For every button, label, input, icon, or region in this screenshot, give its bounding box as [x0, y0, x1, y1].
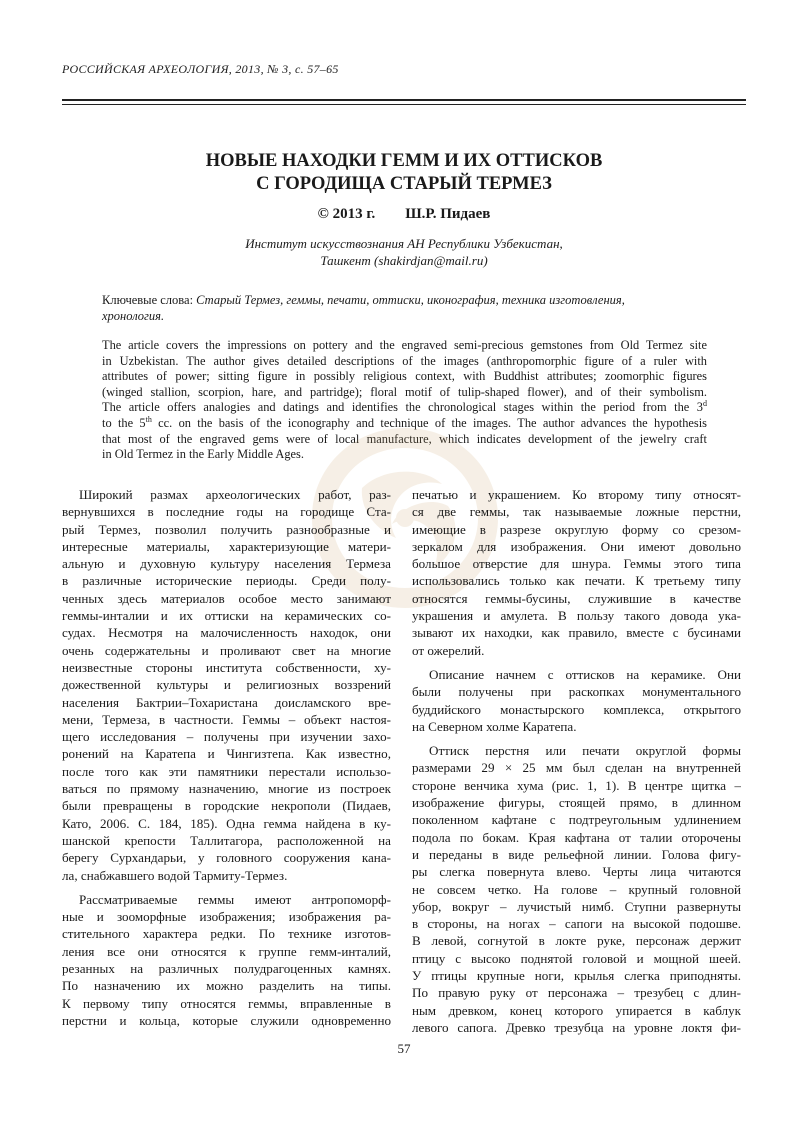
paragraph-gap: [412, 659, 741, 666]
body-text-line: мени, Термеза, в частности. Геммы – объект настоя-: [62, 711, 391, 727]
body-text-line: ронений на Каратепа и Чингизтепа. Как известно,: [62, 746, 391, 762]
body-text-line: судах. Несмотря на малочисленность находок, они: [62, 625, 391, 641]
body-text-line: ные и зооморфные изображения; изображения ра-: [62, 909, 391, 925]
body-text-line: В левой, согнутой в локте руке, персонаж держит: [412, 933, 741, 949]
keywords-line-1: Старый Термез, геммы, печати, оттиски, иконография, техника изготовления,: [196, 293, 625, 307]
body-text-line: перстни и кольца, которые служили одновременно: [62, 1012, 391, 1028]
body-text-line: левого сапога. Древко трезубца на уровне локтя фи-: [412, 1019, 741, 1035]
body-text-line: ченных здесь материалов особое место занимают: [62, 590, 391, 606]
body-text-line: не совсем четко. На голове – крупный головной: [412, 881, 741, 897]
body-text-line: стороне венчика хума (рис. 1, 1). В центре щитка –: [412, 777, 741, 793]
abstract-line: (winged stallion, scorpion, hare, and partridge); floral motif of tulip-shaped flower), and of their symbolism.: [102, 384, 707, 399]
body-text-line: зеркалом для изображения. Они имеют довольно: [412, 538, 741, 554]
affiliation-line-1: Институт искусствознания АН Республики Узбекистан,: [245, 236, 563, 251]
body-text-line: большое отверстие для шнура. Геммы этого типа: [412, 556, 741, 572]
journal-header: РОССИЙСКАЯ АРХЕОЛОГИЯ, 2013, № 3, с. 57–65: [62, 62, 339, 76]
abstract-line: in Old Termez in the Early Middle Ages.: [102, 447, 304, 462]
abstract-line-text: cc. on the basis of the iconography and technique of the images. The author advances the hypothesis: [151, 415, 707, 430]
body-text-line: Оттиск перстня или печати округлой формы: [429, 743, 741, 759]
body-text-line: птицу с высоко поднятой головой и мощной шеей.: [412, 950, 741, 966]
body-text-line: убор, вокруг – лучистый нимб. Ступни развернуты: [412, 898, 741, 914]
body-text-line: ся две геммы, так называемые ложные перстни,: [412, 504, 741, 520]
abstract-line: [102, 400, 707, 416]
body-column-left: [62, 486, 391, 1029]
keywords-line-2: хронология.: [102, 309, 165, 323]
body-text-line: Рассматриваемые геммы имеют антропоморф-: [79, 891, 391, 907]
author-name: Ш.Р. Пидаев: [405, 206, 491, 222]
body-text-line: были превращены в городские некрополи (Пидаев,: [62, 798, 391, 814]
body-text-line: неизвестные стороны института собственности, ху-: [62, 659, 391, 675]
abstract-line: The article covers the impressions on pottery and the engraved semi-precious gemstones from Old Termez site: [102, 338, 707, 352]
body-text-line: зывают их находки, как правило, вместе с бусинами: [412, 625, 741, 641]
body-text-line: украшения и амулета. В пользу такого довода ука-: [412, 608, 741, 624]
body-text-line: рый Термез, позволил получить разнообразные и: [62, 521, 391, 537]
copyright-year: © 2013 г.: [317, 206, 376, 222]
body-text-line: интересные материалы, характеризующие матери-: [62, 538, 391, 554]
body-text-line: и переданы в виде рельефной линии. Голова фигу-: [412, 846, 741, 862]
ordinal-suffix: th: [145, 414, 152, 424]
body-text-line: населения Бактрии–Тохаристана доисламского вре-: [62, 694, 391, 710]
body-text-line: дожественной культуры и религиозных воззрений: [62, 677, 391, 693]
body-text-line: Като, 2006. С. 184, 185). Одна гемма найдена в ку-: [62, 815, 391, 831]
body-text-line: использовались только как печати. К третьему типу: [412, 573, 741, 589]
body-text-line: щего исследования – получены при изучении захо-: [62, 729, 391, 745]
body-text-line: в различные исторические периоды. Среди полу-: [62, 573, 391, 589]
body-text-line: ным древком, конец которого упирается в каблук: [412, 1002, 741, 1018]
body-text-line: К первому типу относятся геммы, вправленные в: [62, 995, 391, 1011]
body-text-line: стительного характера редки. По технике изготов-: [62, 926, 391, 942]
body-text-line: По правую руку от персонажа – трезубец с длин-: [412, 985, 741, 1001]
paragraph-gap: [62, 884, 391, 891]
body-text-line: печатью и украшением. Ко второму типу относят-: [412, 487, 741, 502]
byline: [62, 206, 746, 223]
body-text-line: после того как эти памятники перестали использо-: [62, 763, 391, 779]
body-text-line: По назначению их можно разделить на типы.: [62, 978, 391, 994]
body-text-line: геммы-инталии и их оттиски на керамических со-: [62, 608, 391, 624]
abstract-line: attributes of power; sitting figure in possibly religious context, with Buddhist attributes; zoomorphic figures: [102, 369, 707, 384]
body-text-line: изображение фигуры, стоящей прямо, в длинном: [412, 795, 741, 811]
body-text-line: на Северном холме Каратепа.: [412, 718, 577, 734]
article-title-line-2: С ГОРОДИЩА СТАРЫЙ ТЕРМЕЗ: [256, 174, 552, 194]
body-text-line: Описание начнем с оттисков на керамике. Они: [429, 666, 741, 682]
body-text-line: шанской крепости Таллитагора, расположенной на: [62, 832, 391, 848]
body-text-line: ления все они относятся к группе гемм-инталий,: [62, 943, 391, 959]
body-text-line: ры слегка повернута влево. Черты лица читаются: [412, 864, 741, 880]
abstract-line: [102, 416, 707, 432]
body-text-line: подола по бокам. Края кафтана от талии оторочены: [412, 829, 741, 845]
keywords-label: Ключевые слова:: [102, 293, 197, 307]
abstract-line: in Uzbekistan. The author gives detailed descriptions of the images (anthropomorphic figure of a ruler with: [102, 353, 707, 368]
body-text-line: ваться по прямому назначению, многие из построек: [62, 781, 391, 797]
header-rule-thick: [62, 99, 746, 101]
body-text-line: резанных на различных полудрагоценных камнях.: [62, 961, 391, 977]
body-text-line: имеющие в разрезе округлую форму со срезом-: [412, 521, 741, 537]
affiliation-line-2: Ташкент (shakirdjan@mail.ru): [320, 253, 488, 268]
abstract: [102, 338, 707, 463]
body-text-line: размерами 29 × 25 мм был сделан на внутренней: [412, 760, 741, 776]
body-text-line: буддийского монастырского комплекса, открытого: [412, 701, 741, 717]
body-text-line: берегу Сурхандарьи, у головного сооружения кана-: [62, 850, 391, 866]
abstract-line-text: The article offers analogies and datings and identifies the chronological stages within the period from the 3: [102, 400, 703, 415]
keywords: [102, 292, 707, 324]
body-text-line: очень содержательны и проливают свет на многие: [62, 642, 391, 658]
header-rule-thin: [62, 104, 746, 105]
affiliation: [62, 235, 746, 269]
article-title-line-1: НОВЫЕ НАХОДКИ ГЕММ И ИХ ОТТИСКОВ: [205, 151, 603, 171]
ordinal-suffix: d: [703, 399, 707, 409]
body-text-line: поколенном кафтане с подтреугольным удлинением: [412, 812, 741, 828]
page-number: 57: [397, 1041, 411, 1056]
body-text-line: относятся геммы-бусины, служившие в качестве: [412, 590, 741, 606]
body-text-line: были получены при раскопках монументального: [412, 684, 741, 700]
body-text-line: У птицы крупные ноги, крылья слегка приподняты.: [412, 968, 741, 984]
body-text-line: альную и духовную культуру населения Термеза: [62, 556, 391, 572]
body-column-right: [412, 486, 741, 1036]
article-title: [62, 150, 746, 196]
abstract-line-text: to the 5: [102, 415, 146, 430]
abstract-line: that most of the engraved gems were of local manufacture, which indicates development of the jewelry craft: [102, 431, 707, 446]
body-text-line: от ожерелий.: [412, 642, 485, 658]
body-text-line: вернувшихся в последние годы на городище Ста-: [62, 504, 391, 520]
body-text-line: Широкий размах археологических работ, раз-: [79, 487, 391, 502]
paragraph-gap: [412, 735, 741, 742]
body-text-line: ла, снабжавшего водой Тармиту-Термез.: [62, 867, 288, 883]
body-text-line: в стороны, на ногах – сапоги на высокой подошве.: [412, 916, 741, 932]
